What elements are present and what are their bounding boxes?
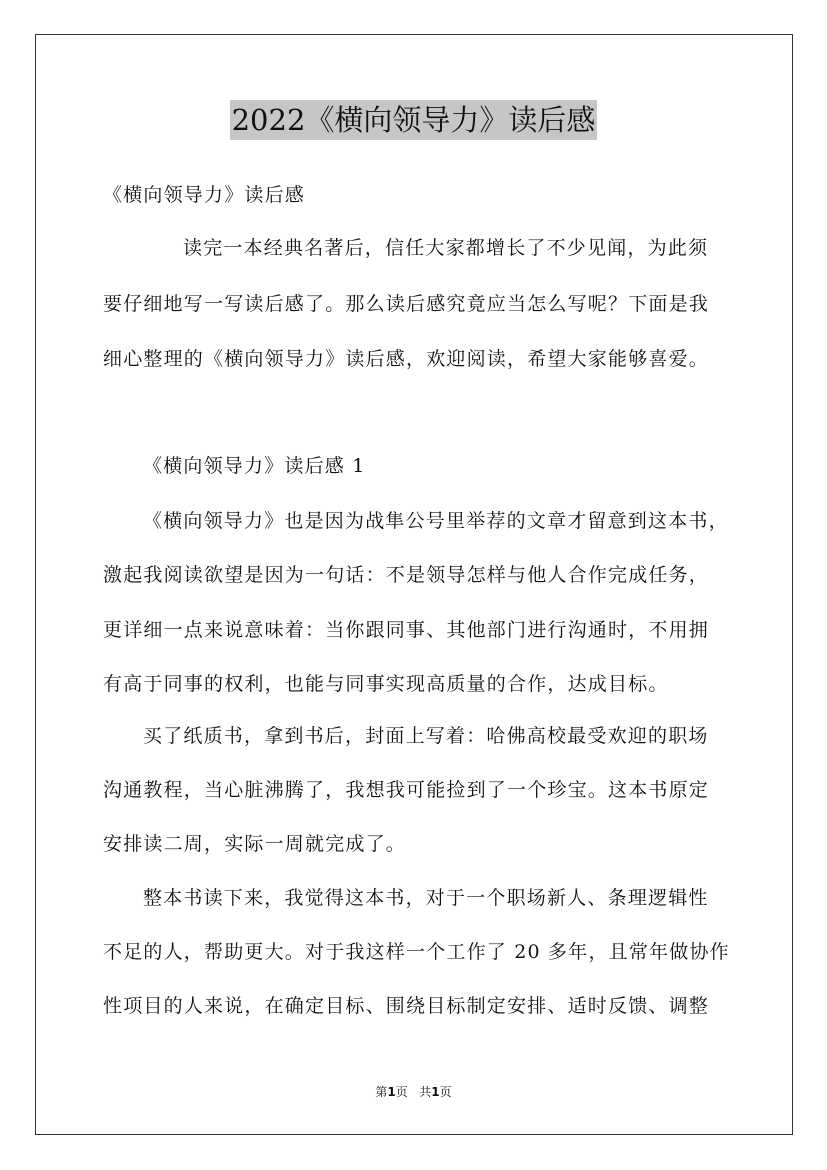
intro-line: 要仔细地写一写读后感了。那么读后感究竟应当怎么写呢？下面是我 xyxy=(103,293,710,315)
body-line: 买了纸质书，拿到书后，封面上写着：哈佛高校最受欢迎的职场 xyxy=(143,725,709,747)
intro-line: 读完一本经典名著后，信任大家都增长了不少见闻，为此须 xyxy=(183,237,709,259)
body-line: 整本书读下来，我觉得这本书，对于一个职场新人、条理逻辑性 xyxy=(143,887,709,909)
section-heading: 《横向领导力》读后感 1 xyxy=(143,455,366,477)
body-line: 安排读二周，实际一周就完成了。 xyxy=(103,833,407,855)
body-line: 不足的人，帮助更大。对于我这样一个工作了 20 多年，且常年做协作 xyxy=(103,941,730,963)
document-title: 2022《横向领导力》读后感 xyxy=(230,100,598,140)
body-line: 更详细一点来说意味着：当你跟同事、其他部门进行沟通时，不用拥 xyxy=(103,619,710,641)
page-prefix: 第 xyxy=(375,1085,388,1099)
page-suffix: 页 xyxy=(395,1085,408,1099)
body-line: 性项目的人来说，在确定目标、围绕目标制定安排、适时反馈、调整 xyxy=(103,995,710,1017)
page-number: 1 xyxy=(387,1085,396,1099)
total-suffix: 页 xyxy=(439,1085,452,1099)
total-prefix: 共 xyxy=(419,1085,432,1099)
intro-line: 细心整理的《横向领导力》读后感，欢迎阅读，希望大家能够喜爱。 xyxy=(103,348,710,370)
page-footer xyxy=(0,1084,827,1100)
title-container xyxy=(0,100,827,140)
total-pages: 1 xyxy=(431,1085,440,1099)
body-line: 激起我阅读欲望是因为一句话：不是领导怎样与他人合作完成任务， xyxy=(103,564,710,586)
body-line: 《横向领导力》也是因为战隼公号里举荐的文章才留意到这本书， xyxy=(143,510,729,532)
body-line: 有高于同事的权利，也能与同事实现高质量的合作，达成目标。 xyxy=(103,673,669,695)
document-subtitle: 《横向领导力》读后感 xyxy=(103,184,306,206)
body-line: 沟通教程，当心脏沸腾了，我想我可能捡到了一个珍宝。这本书原定 xyxy=(103,779,710,801)
